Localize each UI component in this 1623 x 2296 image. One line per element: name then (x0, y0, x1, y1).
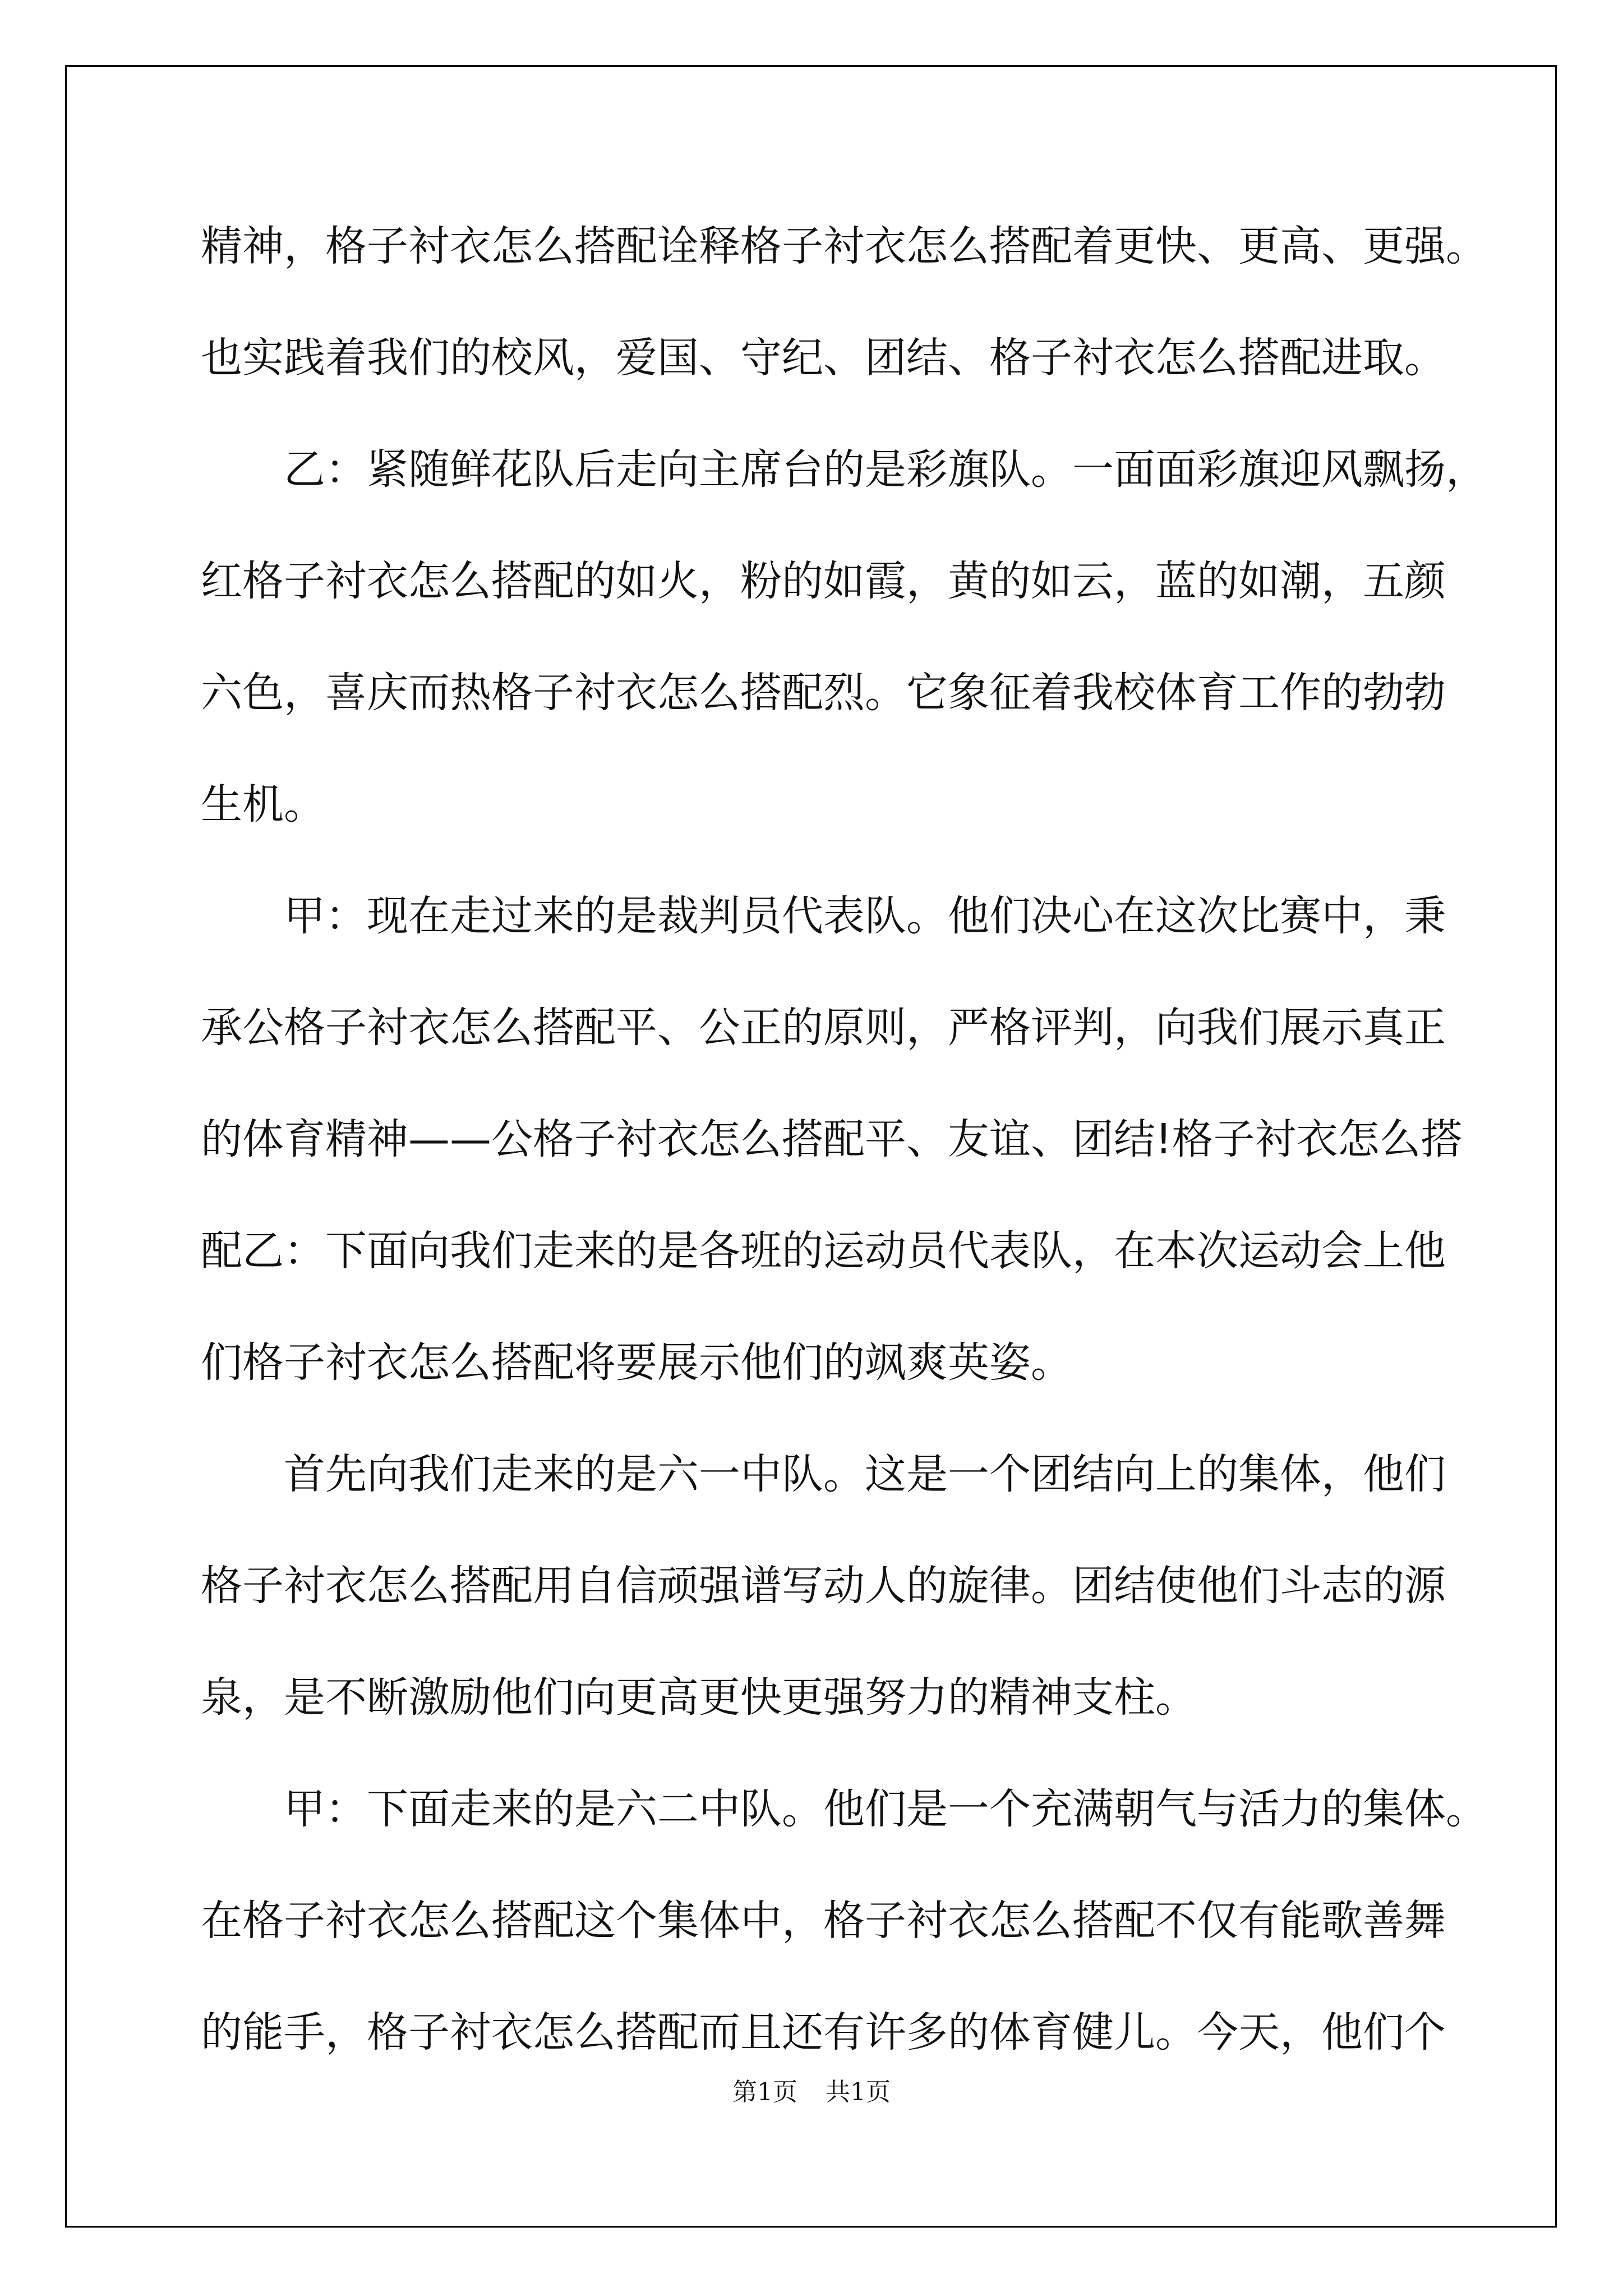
text-line: 格子衬衣怎么搭配用自信顽强谱写动人的旋律。团结使他们斗志的源 (201, 1562, 1446, 1610)
text-line: 精神，格子衬衣怎么搭配诠释格子衬衣怎么搭配着更快、更高、更强。 (201, 222, 1487, 270)
text-line: 们格子衬衣怎么搭配将要展示他们的飒爽英姿。 (201, 1338, 1072, 1387)
text-line: 的能手，格子衬衣怎么搭配而且还有许多的体育健儿。今天，他们个 (201, 2008, 1446, 2056)
text-line: 的体育精神——公格子衬衣怎么搭配平、友谊、团结!格子衬衣怎么搭 (201, 1115, 1463, 1163)
text-line: 乙：紧随鲜花队后走向主席台的是彩旗队。一面面彩旗迎风飘扬， (284, 445, 1487, 494)
page-footer (0, 2076, 1623, 2109)
text-line: 红格子衬衣怎么搭配的如火，粉的如霞，黄的如云，蓝的如潮，五颜 (201, 557, 1446, 605)
page-number: 第1页 (732, 2078, 797, 2106)
text-line: 首先向我们走来的是六一中队。这是一个团结向上的集体，他们 (284, 1450, 1446, 1498)
page-total: 共1页 (826, 2078, 891, 2106)
text-line: 甲：下面走来的是六二中队。他们是一个充满朝气与活力的集体。 (284, 1785, 1487, 1833)
text-line: 配乙：下面向我们走来的是各班的运动员代表队，在本次运动会上他 (201, 1227, 1446, 1275)
text-line: 泉，是不断激励他们向更高更快更强努力的精神支柱。 (201, 1673, 1197, 1722)
text-line: 也实践着我们的校风，爱国、守纪、团结、格子衬衣怎么搭配进取。 (201, 334, 1446, 382)
document-body (201, 191, 1487, 2088)
text-line: 在格子衬衣怎么搭配这个集体中，格子衬衣怎么搭配不仅有能歌善舞 (201, 1897, 1446, 1945)
text-line: 甲：现在走过来的是裁判员代表队。他们决心在这次比赛中，秉 (284, 892, 1446, 940)
text-line: 六色，喜庆而热格子衬衣怎么搭配烈。它象征着我校体育工作的勃勃 (201, 669, 1446, 717)
text-line: 承公格子衬衣怎么搭配平、公正的原则，严格评判，向我们展示真正 (201, 1004, 1446, 1052)
text-line: 生机。 (201, 780, 325, 829)
